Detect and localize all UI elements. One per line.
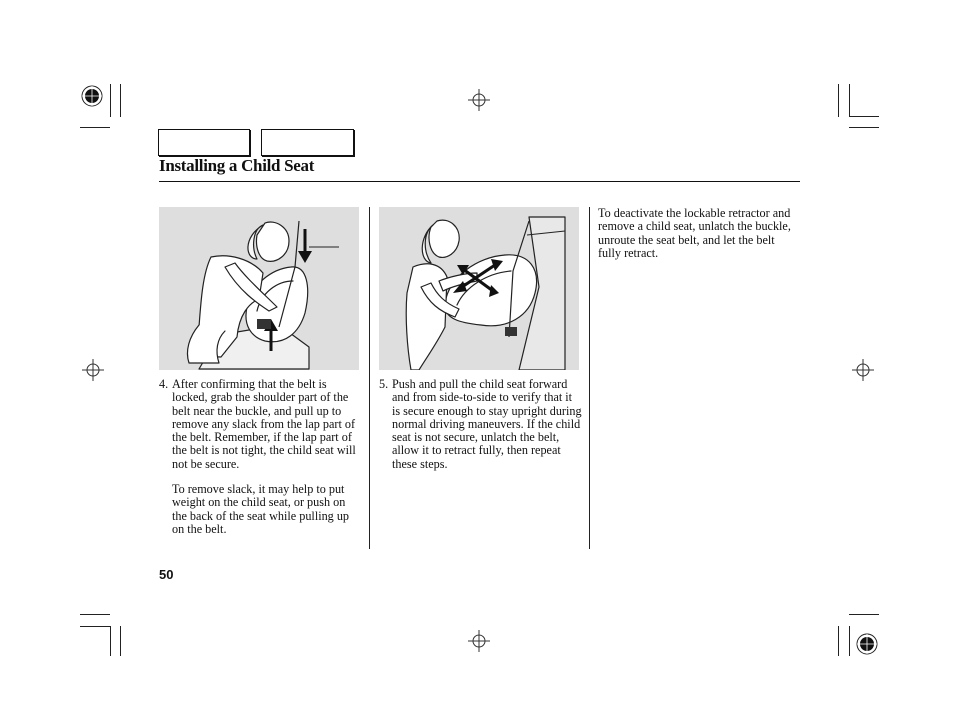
page-number: 50 <box>159 567 174 582</box>
step-5-block <box>379 378 582 471</box>
crosshair-left-icon <box>82 359 104 381</box>
column-divider-1 <box>369 207 370 549</box>
header-tab-1[interactable] <box>158 129 250 156</box>
step-5-number: 5. <box>379 377 389 391</box>
illustration-tighten-belt <box>159 207 359 370</box>
crosshair-right-icon <box>852 359 874 381</box>
header-tab-2[interactable] <box>261 129 354 156</box>
step-5 <box>379 378 582 471</box>
registration-target-top-left-icon <box>81 85 103 107</box>
step-4-number: 4. <box>159 377 169 391</box>
crosshair-bottom-icon <box>468 630 490 652</box>
page-title: Installing a Child Seat <box>159 156 315 175</box>
step-5-text: Push and pull the child seat forward and from side-to-side to verify that it is secure enough to stay upright during normal driving maneuvers. If the child seat is not secure, unlatch the belt, allow it to retract fully, then repeat these steps. <box>392 377 582 471</box>
step-4-block <box>159 378 359 536</box>
deactivate-note: To deactivate the lockable retractor and remove a child seat, unlatch the buckle, unroute the seat belt, and let the belt fully retract. <box>598 206 791 260</box>
crosshair-top-icon <box>468 89 490 111</box>
column-divider-2 <box>589 207 590 549</box>
title-rule <box>159 181 800 182</box>
registration-target-bottom-right-icon <box>856 633 878 655</box>
step-4-note: To remove slack, it may help to put weight on the child seat, or push on the back of the seat while pulling up on the belt. <box>172 482 350 536</box>
step-4-text: After confirming that the belt is locked, grab the shoulder part of the belt near the buckle, and pull up to remove any slack from the lap part of the belt. Remember, if the lap part of the belt is not tight, the child seat will not be secure. <box>172 377 356 471</box>
step-4 <box>159 378 359 471</box>
illustration-test-seat-secure <box>379 207 579 370</box>
